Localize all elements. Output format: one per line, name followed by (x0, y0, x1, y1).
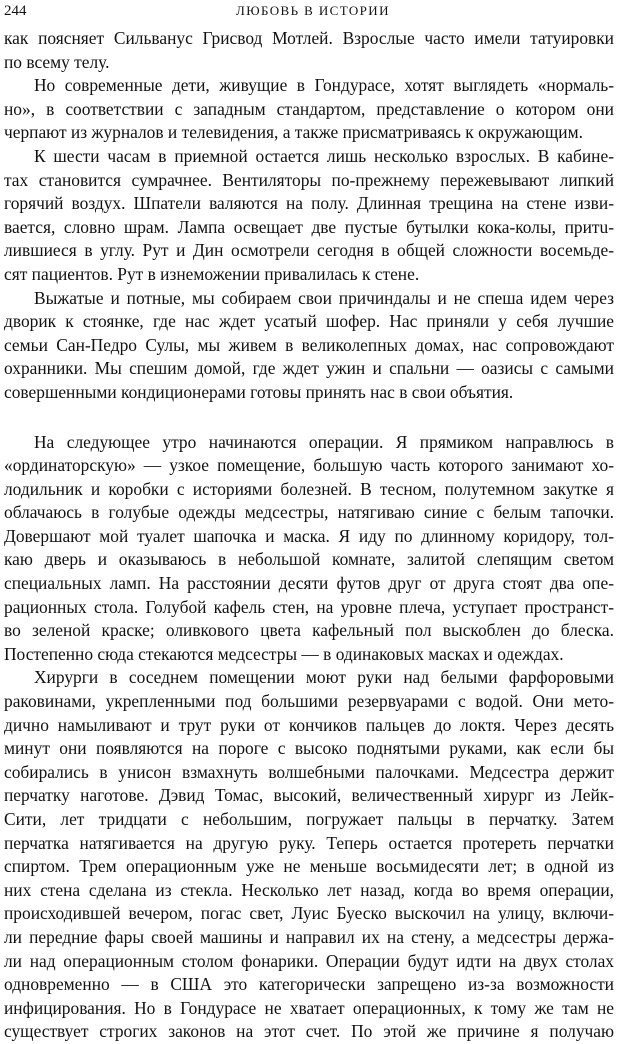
text-line: во зеленой краске; оливкового цвета кафельный пол выскоблен до блеска. (4, 620, 614, 641)
text-line: одновременно — в США это категорически запрещено из-за возможности (4, 974, 614, 995)
text-line: каю дверь и оказываюсь в небольшой комнате, залитой слепящим светом (4, 549, 614, 570)
text-line: раковинами, укрепленными под большими резервуарами с водой. Они мето- (4, 691, 614, 712)
text-line: дворик к стоянке, где нас ждет усатый шофер. Нас приняли у себя лучшие (4, 311, 614, 332)
text-line: по всему телу. (4, 51, 110, 72)
text-line: вается, словно шрам. Лампа освещает две пустые бутылки кока-колы, притu- (4, 216, 614, 237)
text-line: лившиеся в углу. Рут и Дин осмотрели сегодня в общей сложности восемьде- (4, 240, 614, 261)
text-line: охранники. Мы спешим домой, где ждет ужин и спальни — оазисы с самыми (4, 358, 614, 379)
text-line: специальных ламп. На расстоянии десяти футов друг от друга стоят два опе- (4, 573, 614, 594)
text-line: существует строгих законов на этот счет. По этой же причине я получаю (4, 1021, 614, 1042)
text-line: ли передние фары своей машины и направил их на стену, а медсестры держа- (4, 926, 614, 947)
text-line: тах становится сумрачнее. Вентиляторы по-прежнему пережевывают липкий (4, 169, 614, 190)
text-line: облачаюсь в голубые одежды медсестры, натягиваю синие с белым тапочки. (4, 502, 614, 523)
text-line: дично намыливают и трут руки от кончиков пальцев до локтя. Через десять (4, 714, 614, 735)
text-line: Выжатые и потные, мы собираем свои причиндалы и не спеша идем через (34, 287, 614, 308)
text-line: но», в соответствии с западным стандартом, представление о котором они (4, 98, 614, 119)
text-line: «ординаторскую» — узкое помещение, большую часть которого занимают хо- (4, 455, 614, 476)
section-break (4, 405, 614, 431)
paragraph (4, 27, 614, 74)
text-line: совершенными кондиционерами готовы принять нас в свои объятия. (4, 381, 514, 402)
paragraph (4, 74, 614, 145)
text-line: черпают из журналов и телевидения, а также присматриваясь к окружающим. (4, 122, 583, 143)
text-line: как поясняет Сильванус Грисвод Мотлей. Взрослые часто имели татуировки (4, 28, 614, 48)
page-header (0, 0, 620, 24)
page-number: 244 (4, 3, 27, 19)
text-line: перчатка натягивается на другую руку. Теперь остается протереть перчатки (4, 832, 614, 853)
paragraph (4, 145, 614, 287)
body-text (4, 27, 614, 1044)
text-line: горячий воздух. Шпатели валяются на полу. Длинная трещина на стене изви- (4, 193, 614, 214)
text-line: Но современные дети, живущие в Гондурасе, хотят выглядеть «нормаль- (34, 75, 614, 96)
paragraph (4, 666, 614, 1044)
text-line: Сити, лет тридцати с небольшим, погружает пальцы в перчатку. Затем (4, 809, 614, 829)
text-line: происходившей вечером, погас свет, Луис Буеско выскочил на улицу, включи- (4, 903, 614, 924)
text-line: Довершают мой туалет шапочка и маска. Я иду по длинному коридору, тол- (4, 525, 614, 546)
text-line: ли над операционным столом фонарики. Операции будут идти на двух столах (4, 950, 614, 971)
paragraph (4, 287, 614, 405)
text-line: перчатку наготове. Дэвид Томас, высокий, величественный хирург из Лейк- (4, 785, 614, 806)
text-line: лодильник и коробки с историями болезней. В тесном, полутемном закутке я (4, 478, 614, 499)
text-line: К шести часам в приемной остается лишь несколько взрослых. В кабине- (34, 145, 614, 166)
text-line: рационных стола. Голубой кафель стен, на уровне плеча, уступает пространст- (4, 596, 614, 617)
text-line: минут они появляются на пороге с высоко поднятыми руками, как если бы (4, 738, 614, 759)
text-line: сят пациентов. Рут в изнеможении привалилась к стене. (4, 263, 420, 284)
text-line: На следующее утро начинаются операции. Я прямиком направлюсь в (34, 431, 614, 452)
paragraph (4, 431, 614, 667)
text-line: собирались в унисон взмахнуть волшебными палочками. Медсестра держит (4, 761, 614, 782)
text-line: них стена сделана из стекла. Несколько лет назад, когда во время операции, (4, 879, 614, 900)
running-title: ЛЮБОВЬ В ИСТОРИИ (236, 3, 390, 18)
text-line: семьи Сан-Педро Сулы, мы живем в великолепных домах, нас сопровождают (4, 334, 614, 355)
text-line: Постепенно сюда стекаются медсестры — в одинаковых масках и одеждах. (4, 643, 564, 664)
text-line: инфицирования. Но в Гондурасе не хватает операционных, к тому же там не (4, 997, 614, 1018)
text-line: спиртом. Трем операционным уже не меньше восьмидесяти лет; в одной из (4, 856, 614, 877)
text-line: Хирурги в соседнем помещении моют руки над белыми фарфоровыми (34, 667, 614, 688)
